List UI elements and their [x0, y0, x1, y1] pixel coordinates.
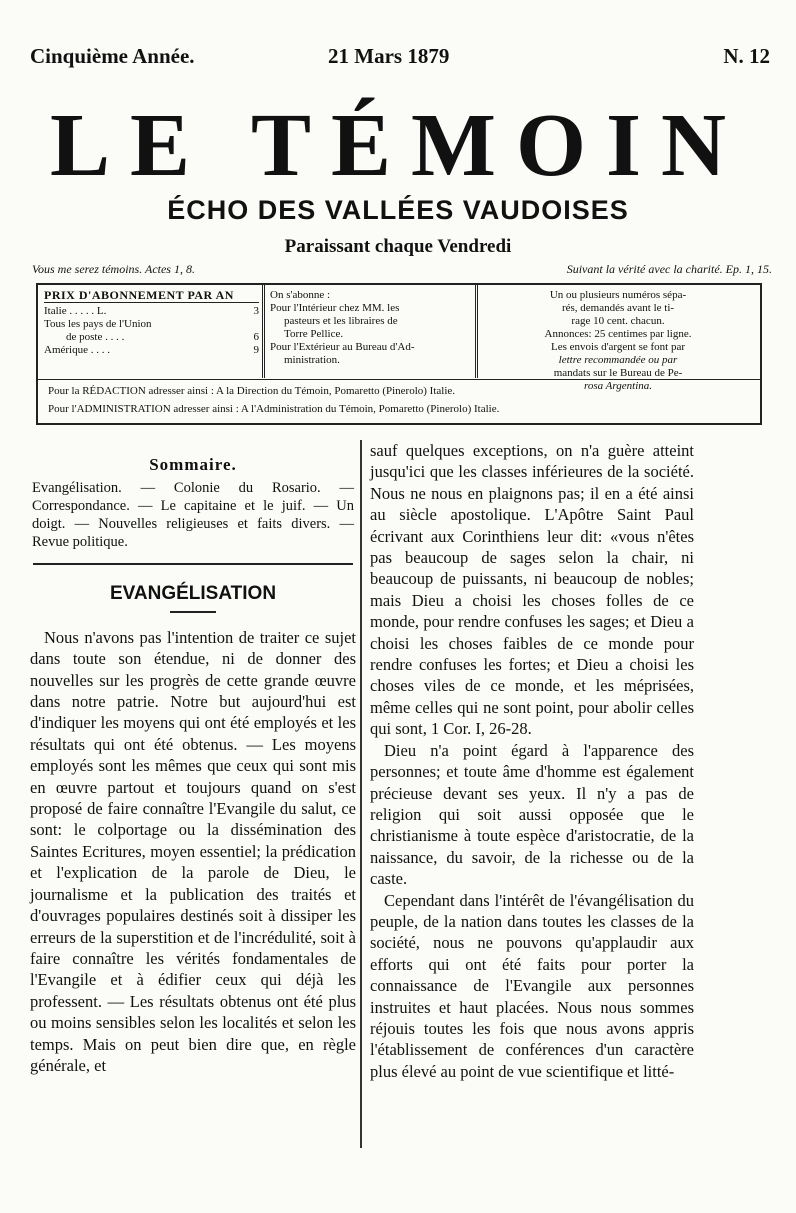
top-line [30, 44, 770, 70]
subscription-prices [44, 289, 259, 357]
section-separator [33, 563, 353, 565]
prices-heading: PRIX D'ABONNEMENT PAR AN [44, 289, 259, 303]
summary-title: Sommaire. [149, 455, 237, 474]
summary-body: Evangélisation. — Colonie du Rosario. — Correspondance. — Le capitaine et le juif. — Un doigt. — Nouvelles religieuses et faits divers. — Revue politique. [32, 480, 354, 551]
single-issues-info: Un ou plusieurs numéros sépa- rés, demandés avant le ti- rage 10 cent. chacun. Annonces: 25 centimes par ligne. Les envois d'argent se font par lettre recommandée ou par mandats sur le Bureau de Pe- rosa Argentina. [544, 289, 692, 392]
year-label: Cinquième Année. [30, 44, 195, 68]
address-administration: Pour l'ADMINISTRATION adresser ainsi : A l'Administration du Témoin, Pomaretto (Pinerolo) Italie. [48, 403, 500, 415]
price-row: Amérique . . . . 9 [44, 344, 259, 356]
subscription-info-box [36, 283, 762, 425]
issue-date: 21 Mars 1879 [328, 44, 450, 68]
box-separator [38, 379, 760, 380]
article-paragraph: sauf quelques exceptions, on n'a guère atteint jusqu'ici que les classes inférieures de la société. Nous ne nous en plaignons pas; il en a été ainsi au siècle apostolique. L'Apôtre Saint Paul écrivant aux Corinthiens leur dit: «vous n'êtes pas beaucoup de sages selon la chair, ni beaucoup de puissants, ni beaucoup de nobles; mais Dieu a choisi les choses folles de ce monde, pour rendre confuses les sages; et Dieu a choisi les choses faibles de ce monde pour rendre confuses les fortes; et Dieu a choisi les choses viles de ce monde, et les méprisées, même celles qui ne sont point, pour abolir celles qui sont, 1 Cor. I, 26-28. [370, 441, 694, 739]
mottos [32, 262, 772, 280]
column-divider [360, 440, 362, 1148]
box-divider [475, 285, 478, 378]
article-title: EVANGÉLISATION [109, 583, 277, 605]
subscription-places: On s'abonne : Pour l'Intérieur chez MM. les pasteurs et les libraires de Torre Pellice. Pour l'Extérieur au Bureau d'Ad- ministration. [270, 289, 415, 366]
newspaper-subtitle: ÉCHO DES VALLÉES VAUDOISES [167, 195, 629, 225]
right-column [370, 440, 694, 1082]
motto-right: Suivant la vérité avec la charité. Ep. 1, 15. [566, 262, 772, 276]
issue-number: N. 12 [723, 44, 770, 68]
address-redaction: Pour la RÉDACTION adresser ainsi : A la Direction du Témoin, Pomaretto (Pinerolo) Italie. [48, 385, 456, 397]
left-column [30, 440, 356, 1076]
box-divider [262, 285, 265, 378]
article-paragraph: Cependant dans l'intérêt de l'évangélisation du peuple, de la nation dans toutes les classes de la société, nous ne pouvons qu'applaudir aux efforts qui ont été faits pour porter la connaissance de l'Evangile aux personnes instruites et haut placées. Nous nous sommes réjouis toutes les fois que nous avons appris l'établissement de conférences d'un caractère plus élevé au point de vue scientifique et litté- [370, 890, 694, 1081]
article-paragraph: Dieu n'a point égard à l'apparence des personnes; et toute âme d'homme est également précieuse devant ses yeux. Il n'y a pas de religion qui soit aussi opposée que le christianisme à toute espèce d'aristocratie, de la naissance, du savoir, de la richesse ou de la caste. [370, 740, 694, 889]
title-rule [170, 611, 216, 613]
price-row: Tous les pays de l'Union [44, 318, 152, 330]
price-row: Italie . . . . . L. 3 [44, 305, 259, 317]
price-row: de poste . . . . 6 [66, 331, 259, 343]
newspaper-title: LE TÉMOIN [50, 96, 746, 195]
periodicity: Paraissant chaque Vendredi [284, 236, 512, 257]
article-paragraph: Nous n'avons pas l'intention de traiter ce sujet dans toute son étendue, ni de donner des nouvelles sur les progrès de cette grande œuvre dans notre patrie. Notre but aujourd'hui est d'indiquer les moyens qui ont été employés et les résultats qui ont été obtenus. — Les moyens employés sont les mêmes que ceux qui sont mis en œuvre partout et toujours quand on s'est proposé de faire connaître l'Evangile du salut, ce sont: le colportage ou la dissémination des Saintes Ecritures, moyen essentiel; la prédication et l'explication de la parole de Dieu, le journalisme et la publication des traités et d'ouvrages populaires destinés soit à dissiper les erreurs de la superstition et de l'incrédulité, soit à faire connaître les vérités fondamentales de l'Evangile et à édifier ceux qui déjà les professent. — Les résultats obtenus ont été plus ou moins sensibles selon les localités et selon les temps. Mais on peut bien dire que, en règle générale, et [30, 627, 356, 1075]
motto-left: Vous me serez témoins. Actes 1, 8. [32, 262, 195, 276]
